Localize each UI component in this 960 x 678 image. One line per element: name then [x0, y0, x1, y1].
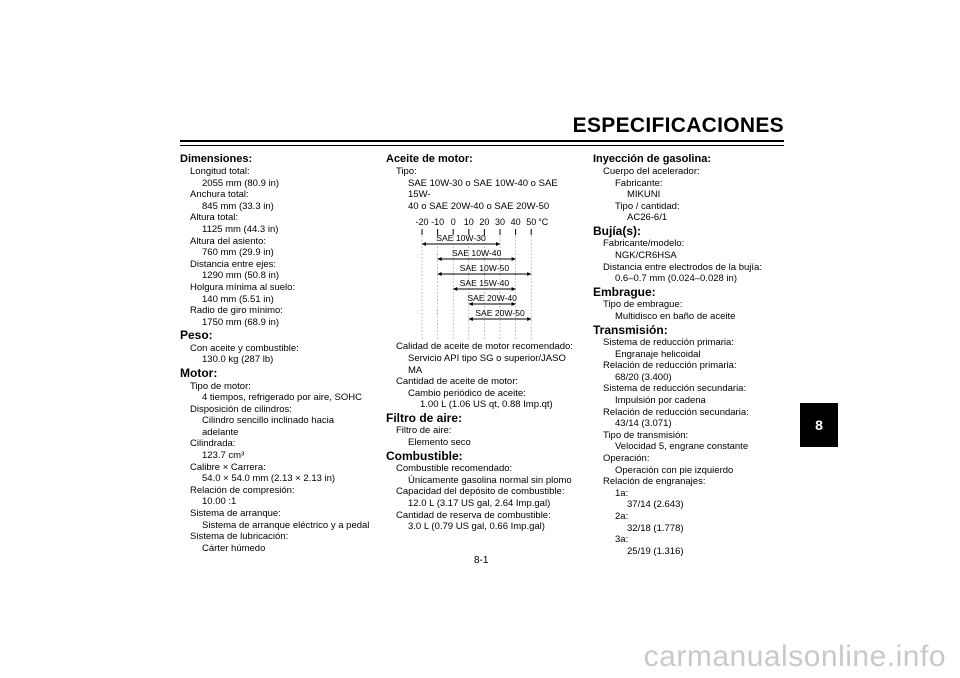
section-heading: Bujía(s):	[593, 223, 641, 238]
section-heading: Embrague:	[593, 284, 656, 299]
spec-line: Relación de compresión:	[190, 484, 295, 496]
spec-line: Cuerpo del acelerador:	[603, 166, 700, 177]
temp-tick-label: 30	[494, 217, 506, 228]
spec-line: 845 mm (33.3 in)	[202, 200, 274, 212]
spec-line: Relación de engranajes:	[603, 476, 706, 488]
page-number: 8-1	[474, 555, 489, 566]
watermark: carmanualsonline.info	[643, 640, 946, 673]
spec-line: Relación de reducción secundaria:	[603, 406, 749, 418]
oil-grade-arrow-left	[453, 287, 457, 291]
section-heading: Filtro de aire:	[386, 410, 463, 425]
spec-line: Sistema de arranque eléctrico y a pedal	[202, 519, 370, 531]
spec-line: Velocidad 5, engrane constante	[615, 441, 749, 453]
spec-line: 4 tiempos, refrigerado por aire, SOHC	[202, 392, 362, 404]
spec-line: Sistema de arranque:	[190, 508, 281, 520]
spec-line: Operación con pie izquierdo	[615, 464, 734, 476]
spec-line: AC26-6/1	[627, 212, 668, 224]
spec-line: 1290 mm (50.8 in)	[202, 270, 280, 282]
oil-grade-arrow-left	[438, 257, 442, 261]
section-heading: Inyección de gasolina:	[593, 153, 711, 165]
temp-tick-label: 20	[479, 217, 490, 228]
spec-line: SAE 10W-30 o SAE 10W-40 o SAE 15W-	[408, 177, 558, 201]
spec-line: Cárter húmedo	[202, 542, 266, 554]
spec-line: 10.00 :1	[202, 496, 237, 508]
oil-grade-arrow-right	[496, 242, 500, 246]
spec-line: Calidad de aceite de motor recomendado:	[396, 341, 573, 353]
spec-line: Fabricante/modelo:	[603, 238, 685, 250]
spec-line: Filtro de aire:	[396, 425, 452, 437]
column-2-bottom	[386, 341, 582, 532]
spec-line: Distancia entre electrodos de la bujía:	[603, 261, 762, 273]
spec-line: Distancia entre ejes:	[190, 258, 277, 270]
spec-line: NGK/CR6HSA	[615, 250, 677, 262]
spec-line: 3a:	[615, 534, 629, 546]
oil-grade-arrow-right	[512, 257, 516, 261]
oil-grade-arrow-right	[512, 287, 516, 291]
spec-line: Sistema de lubricación:	[190, 531, 289, 543]
spec-line: 760 mm (29.9 in)	[202, 247, 274, 259]
spec-line: 43/14 (3.071)	[615, 418, 672, 430]
section-heading: Dimensiones:	[180, 153, 253, 165]
spec-line: Radio de giro mínimo:	[190, 305, 283, 317]
spec-line: Longitud total:	[190, 166, 250, 177]
section-heading: Motor:	[180, 366, 218, 380]
header-rule-thin	[180, 145, 784, 146]
column-1	[180, 152, 370, 554]
temp-tick-label: 0	[450, 217, 456, 228]
spec-line: Sistema de reducción primaria:	[603, 337, 734, 349]
chapter-tab: 8	[800, 403, 838, 447]
spec-line: Únicamente gasolina normal sin plomo	[408, 474, 572, 486]
spec-line: 130.0 kg (287 lb)	[202, 354, 274, 366]
spec-line: Calibre × Carrera:	[190, 461, 266, 473]
spec-line: Engranaje helicoidal	[615, 348, 701, 360]
spec-line: Cantidad de aceite de motor:	[396, 376, 518, 388]
section-heading: Peso:	[180, 328, 213, 343]
oil-viscosity-chart-svg	[386, 213, 582, 341]
spec-line: 2a:	[615, 510, 629, 522]
spec-line: 40 o SAE 20W-40 o SAE 20W-50	[408, 200, 550, 212]
section-heading: Transmisión:	[593, 322, 668, 337]
spec-line: Multidisco en baño de aceite	[615, 310, 736, 322]
column-2	[386, 152, 582, 533]
spec-line: Altura del asiento:	[190, 235, 267, 247]
oil-grade-label: SAE 10W-30	[436, 233, 486, 244]
spec-line: 25/19 (1.316)	[627, 545, 684, 557]
spec-line: Relación de reducción primaria:	[603, 360, 737, 372]
oil-grade-label: SAE 20W-50	[475, 308, 525, 319]
column-2-top	[386, 153, 582, 212]
spec-line: Disposición de cilindros:	[190, 403, 292, 415]
spec-line: Altura total:	[190, 212, 239, 224]
temp-tick-label: 50	[526, 217, 537, 228]
oil-grade-arrow-right	[527, 317, 531, 321]
spec-line: Holgura mínima al suelo:	[190, 281, 296, 293]
spec-line: Anchura total:	[190, 189, 249, 201]
spec-line: Capacidad del depósito de combustible:	[396, 486, 565, 498]
temp-tick-label: -20	[415, 217, 429, 228]
spec-line: Impulsión por cadena	[615, 395, 706, 406]
spec-line: 32/18 (1.778)	[627, 522, 684, 534]
spec-line: Sistema de reducción secundaria:	[603, 383, 747, 395]
spec-line: MIKUNI	[627, 189, 661, 201]
spec-line: 140 mm (5.51 in)	[202, 293, 274, 305]
spec-line: Cilindrada:	[190, 438, 236, 450]
spec-line: Combustible recomendado:	[396, 463, 513, 475]
spec-line: 1125 mm (44.3 in)	[202, 223, 279, 235]
spec-line: Tipo de embrague:	[603, 299, 683, 311]
temp-tick-label: -10	[431, 217, 445, 228]
spec-line: Cantidad de reserva de combustible:	[396, 509, 551, 521]
oil-viscosity-chart	[386, 213, 582, 341]
temp-tick-label: 40	[510, 217, 521, 228]
oil-grade-label: SAE 10W-40	[451, 248, 502, 259]
spec-line: 3.0 L (0.79 US gal, 0.66 Imp.gal)	[408, 521, 545, 533]
spec-line: 2055 mm (80.9 in)	[202, 177, 280, 189]
spec-line: 0.6–0.7 mm (0.024–0.028 in)	[615, 273, 737, 285]
spec-line: 123.7 cm³	[202, 450, 245, 462]
temp-tick-label: 10	[463, 217, 474, 228]
spec-line: Operación:	[603, 452, 650, 464]
spec-line: Elemento seco	[408, 437, 471, 449]
header-rule-thick	[180, 140, 784, 142]
temp-unit-label: °C	[538, 217, 549, 228]
spec-line: 1750 mm (68.9 in)	[202, 316, 280, 328]
spec-line: Fabricante:	[615, 177, 663, 189]
spec-line: Servicio API tipo SG o superior/JASO MA	[408, 352, 566, 376]
spec-line: 12.0 L (3.17 US gal, 2.64 Imp.gal)	[408, 497, 551, 509]
spec-line: 68/20 (3.400)	[615, 371, 672, 383]
spec-line: 1.00 L (1.06 US qt, 0.88 Imp.qt)	[420, 399, 553, 411]
spec-line: 37/14 (2.643)	[627, 499, 684, 511]
spec-line: Tipo de motor:	[190, 380, 251, 392]
oil-grade-arrow-left	[438, 272, 442, 276]
oil-grade-label: SAE 10W-50	[459, 263, 510, 274]
oil-grade-arrow-left	[422, 242, 426, 246]
spec-line: 54.0 × 54.0 mm (2.13 × 2.13 in)	[202, 473, 336, 485]
oil-grade-arrow-left	[469, 317, 473, 321]
spec-line: Tipo de transmisión:	[603, 429, 689, 441]
page-title: ESPECIFICACIONES	[572, 114, 784, 137]
column-3	[593, 152, 789, 557]
spec-line: Cambio periódico de aceite:	[408, 387, 526, 399]
oil-grade-label: SAE 15W-40	[459, 278, 510, 289]
section-heading: Combustible:	[386, 448, 463, 463]
oil-grade-label: SAE 20W-40	[467, 293, 517, 304]
oil-grade-arrow-right	[527, 272, 531, 276]
spec-line: Cilindro sencillo inclinado hacia adelante	[202, 415, 335, 438]
spec-line: Con aceite y combustible:	[190, 342, 299, 354]
spec-line: Tipo:	[396, 166, 417, 177]
spec-line: 1a:	[615, 487, 629, 499]
spec-line: Tipo / cantidad:	[615, 200, 680, 212]
section-heading: Aceite de motor:	[386, 153, 473, 165]
